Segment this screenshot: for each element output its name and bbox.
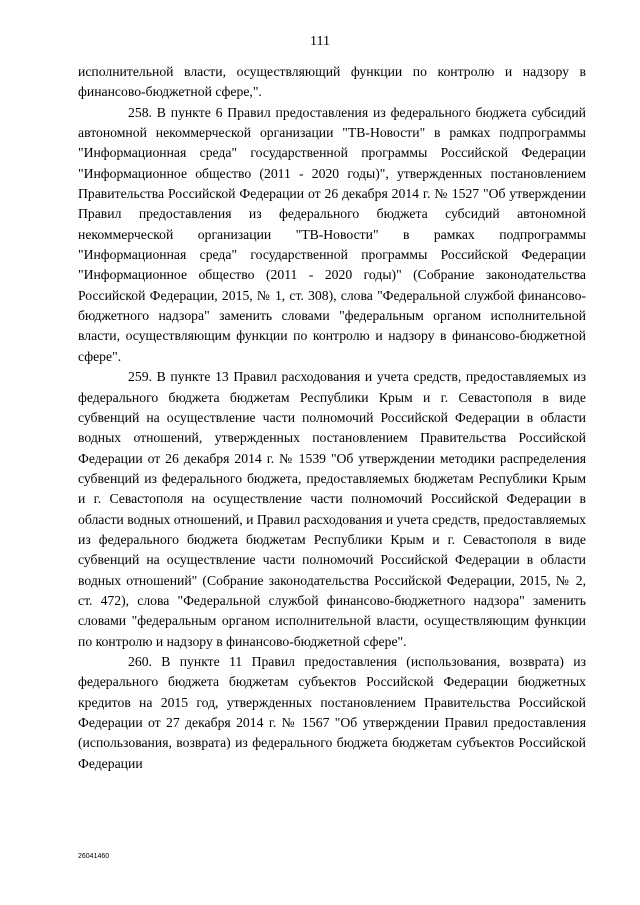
document-code: 26041460 [78,853,110,860]
document-body [78,62,586,774]
paragraph-258: 258. В пункте 6 Правил предоставления из федерального бюджета субсидий автономной некоммерческой организации "ТВ-Новости" в рамках подпрограммы "Информационная среда" государственной программы Российской Федерации "Информационное общество (2011 - 2020 годы)", утвержденных постановлением Правительства Российской Федерации от 26 декабря 2014 г. № 1527 "Об утверждении Правил предоставления из федерального бюджета субсидий автономной некоммерческой организации "ТВ-Новости" в рамках подпрограммы "Информационная среда" государственной программы Российской Федерации "Информационное общество (2011 - 2020 годы)" (Собрание законодательства Российской Федерации, 2015, № 1, ст. 308), слова "Федеральной службой финансово-бюджетного надзора" заменить словами "федеральным органом исполнительной власти, осуществляющим функции по контролю и надзору в финансово-бюджетной сфере". [78,104,586,364]
paragraph-continuation: исполнительной власти, осуществляющий функции по контролю и надзору в финансово-бюджетной сфере,". [78,64,586,100]
paragraph-259: 259. В пункте 13 Правил расходования и учета средств, предоставляемых из федерального бюджета бюджетам Республики Крым и г. Севастополя в виде субвенций на осуществление части полномочий Российской Федерации в области водных отношений, утвержденных постановлением Правительства Российской Федерации от 26 декабря 2014 г. № 1539 "Об утверждении методики распределения субвенций из федерального бюджета, предоставляемых бюджетам Республики Крым и г. Севастополя на осуществление части полномочий Российской Федерации в области водных отношений, и Правил расходования и учета средств, предоставляемых из федерального бюджета бюджетам Республики Крым и г. Севастополя в виде субвенций на осуществление части полномочий Российской Федерации в области водных отношений" (Собрание законодательства Российской Федерации, 2015, № 2, ст. 472), слова "Федеральной службой финансово-бюджетного надзора" заменить словами "федеральным органом исполнительной власти, осуществляющим функции по контролю и надзору в финансово-бюджетной сфере". [78,369,586,649]
page-number: 111 [310,34,330,49]
paragraph-260: 260. В пункте 11 Правил предоставления (использования, возврата) из федерального бюджета бюджетам субъектов Российской Федерации бюджетных кредитов на 2015 год, утвержденных постановлением Правительства Российской Федерации от 27 декабря 2014 г. № 1567 "Об утверждении Правил предоставления (использования, возврата) из федерального бюджета бюджетам субъектов Российской Федерации [78,653,586,771]
